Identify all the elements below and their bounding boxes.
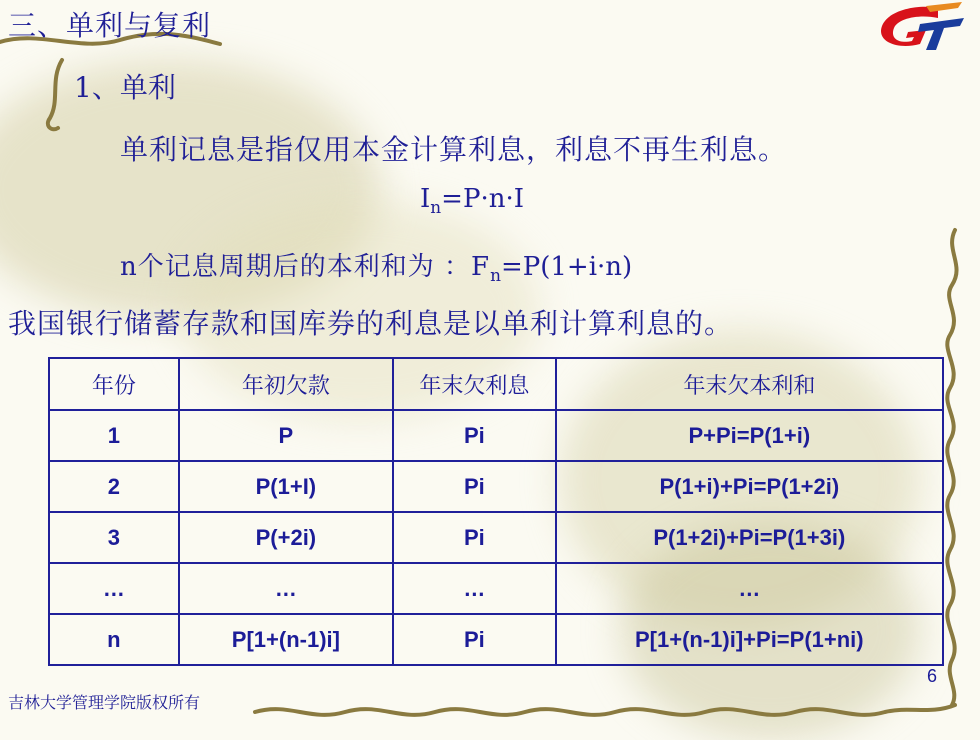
table-row bbox=[49, 461, 943, 512]
section-heading: 1、单利 bbox=[74, 71, 176, 104]
table-cell: P bbox=[179, 410, 393, 461]
table-cell: P(+2i) bbox=[179, 512, 393, 563]
table-cell: 2 bbox=[49, 461, 179, 512]
table-cell: 3 bbox=[49, 512, 179, 563]
interest-formula bbox=[420, 184, 524, 217]
sum-formula bbox=[120, 246, 632, 285]
table-cell: P[1+(n-1)i]+Pi=P(1+ni) bbox=[556, 614, 943, 665]
table-cell: P(1+2i)+Pi=P(1+3i) bbox=[556, 512, 943, 563]
table-cell: … bbox=[393, 563, 556, 614]
table-cell: Pi bbox=[393, 461, 556, 512]
header-total: 年末欠本利和 bbox=[556, 358, 943, 410]
header-interest: 年末欠利息 bbox=[393, 358, 556, 410]
header-year: 年份 bbox=[49, 358, 179, 410]
simple-interest-table bbox=[48, 357, 944, 666]
brand-logo-icon bbox=[868, 0, 964, 56]
table-cell: P[1+(n-1)i] bbox=[179, 614, 393, 665]
formula-expression: =P·n·I bbox=[441, 184, 524, 214]
table-row bbox=[49, 614, 943, 665]
formula-subscript: n bbox=[430, 196, 442, 217]
table-row bbox=[49, 563, 943, 614]
table-header-row bbox=[49, 358, 943, 410]
table-cell: 1 bbox=[49, 410, 179, 461]
formula-subscript: n bbox=[490, 264, 501, 285]
table-cell: Pi bbox=[393, 614, 556, 665]
formula-expression: =P(1+i·n) bbox=[500, 252, 633, 282]
table-row bbox=[49, 512, 943, 563]
table-cell: n bbox=[49, 614, 179, 665]
definition-text: 单利记息是指仅用本金计算利息，利息不再生利息。 bbox=[120, 133, 788, 166]
formula-prefix: n个记息周期后的本利和为 ：F bbox=[120, 252, 491, 282]
formula-symbol: I bbox=[420, 184, 431, 214]
table-cell: … bbox=[49, 563, 179, 614]
header-opening-debt: 年初欠款 bbox=[179, 358, 393, 410]
table-row bbox=[49, 410, 943, 461]
note-text: 我国银行储蓄存款和国库券的利息是以单利计算利息的。 bbox=[8, 307, 734, 340]
slide-title: 三、单利与复利 bbox=[8, 9, 212, 42]
table-cell: P+Pi=P(1+i) bbox=[556, 410, 943, 461]
footer-copyright: 吉林大学管理学院版权所有 bbox=[8, 693, 201, 712]
table-cell: Pi bbox=[393, 512, 556, 563]
table-cell: … bbox=[179, 563, 393, 614]
table-cell: Pi bbox=[393, 410, 556, 461]
table-cell: … bbox=[556, 563, 943, 614]
table-cell: P(1+I) bbox=[179, 461, 393, 512]
page-number: 6 bbox=[927, 666, 938, 686]
table-cell: P(1+i)+Pi=P(1+2i) bbox=[556, 461, 943, 512]
